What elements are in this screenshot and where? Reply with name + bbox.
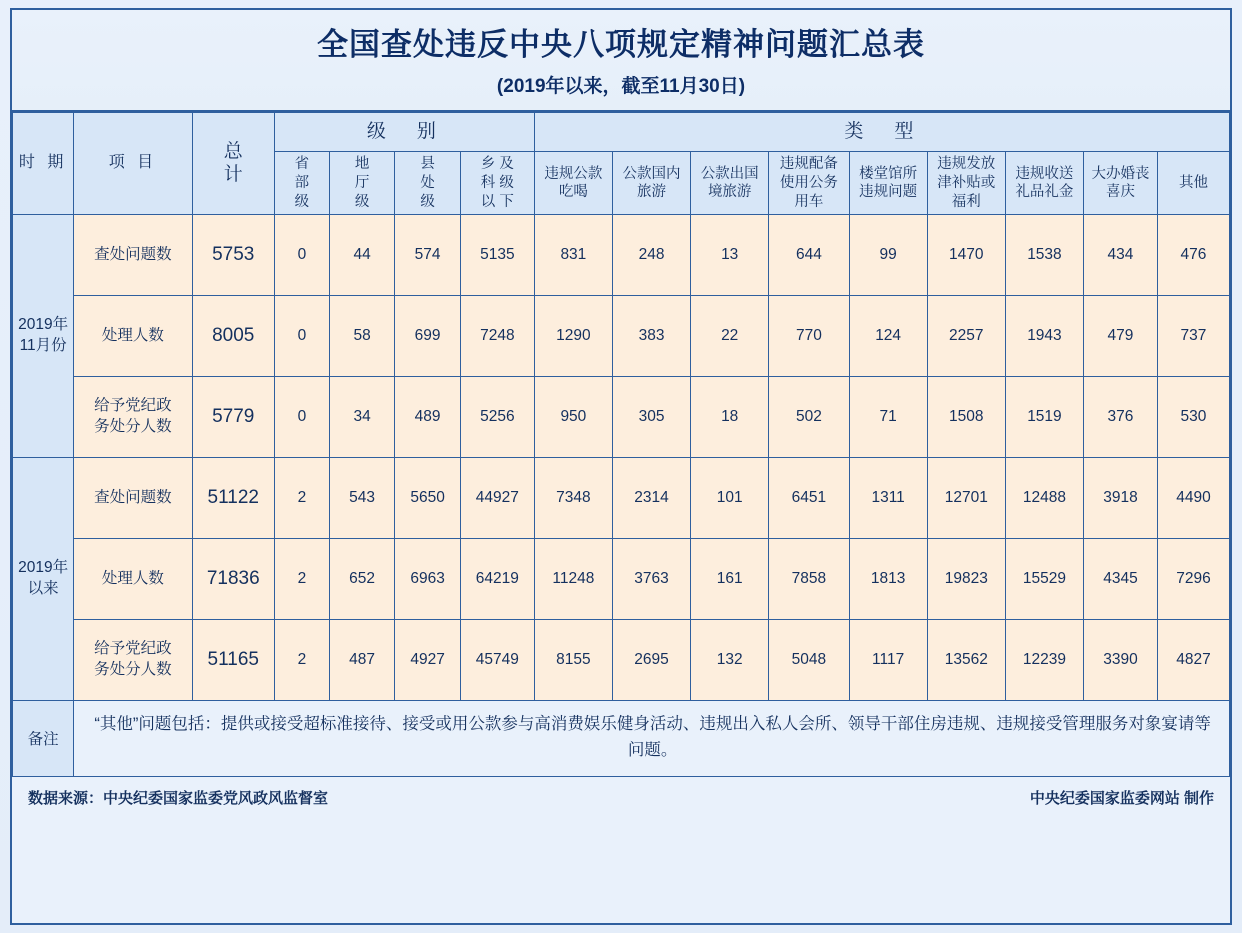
cell-value: 45749 <box>460 620 534 701</box>
cell-value: 101 <box>691 458 769 539</box>
cell-value: 1943 <box>1005 296 1083 377</box>
cell-value: 2 <box>274 458 329 539</box>
cell-value: 487 <box>329 620 394 701</box>
cell-value: 12701 <box>927 458 1005 539</box>
total-value: 51122 <box>192 458 274 539</box>
cell-value: 7348 <box>534 458 612 539</box>
cell-value: 530 <box>1157 377 1229 458</box>
cell-value: 479 <box>1084 296 1158 377</box>
cell-value: 831 <box>534 215 612 296</box>
cell-value: 7296 <box>1157 539 1229 620</box>
cell-value: 22 <box>691 296 769 377</box>
header-col-gifts: 违规收送 礼品礼金 <box>1005 152 1083 215</box>
table-row <box>13 620 1230 701</box>
cell-value: 4927 <box>395 620 460 701</box>
cell-value: 4827 <box>1157 620 1229 701</box>
page-title: 全国查处违反中央八项规定精神问题汇总表 <box>317 27 925 62</box>
cell-value: 1470 <box>927 215 1005 296</box>
cell-value: 737 <box>1157 296 1229 377</box>
cell-value: 12488 <box>1005 458 1083 539</box>
cell-value: 383 <box>612 296 690 377</box>
footer <box>12 777 1230 812</box>
footer-source: 数据来源：中央纪委国家监委党风政风监督室 <box>28 789 329 807</box>
total-value: 51165 <box>192 620 274 701</box>
table-row <box>13 458 1230 539</box>
cell-value: 502 <box>769 377 849 458</box>
cell-value: 248 <box>612 215 690 296</box>
header-col-banquet: 违规公款 吃喝 <box>534 152 612 215</box>
cell-value: 699 <box>395 296 460 377</box>
total-value: 5779 <box>192 377 274 458</box>
period-cell-1: 2019年 11月份 <box>13 215 74 458</box>
header-col-weddings: 大办婚丧 喜庆 <box>1084 152 1158 215</box>
item-label: 给予党纪政 务处分人数 <box>74 377 192 458</box>
cell-value: 434 <box>1084 215 1158 296</box>
table-header-row-groups <box>13 112 1230 152</box>
cell-value: 161 <box>691 539 769 620</box>
cell-value: 0 <box>274 215 329 296</box>
note-text: “其他”问题包括：提供或接受超标准接待、接受或用公款参与高消费娱乐健身活动、违规出入私人会所、领导干部住房违规、违规接受管理服务对象宴请等问题。 <box>74 701 1230 777</box>
cell-value: 2314 <box>612 458 690 539</box>
total-value: 8005 <box>192 296 274 377</box>
header-col-domestic-travel: 公款国内 旅游 <box>612 152 690 215</box>
item-label: 查处问题数 <box>74 458 192 539</box>
summary-table <box>12 112 1230 777</box>
cell-value: 13562 <box>927 620 1005 701</box>
cell-value: 5135 <box>460 215 534 296</box>
cell-value: 8155 <box>534 620 612 701</box>
cell-value: 58 <box>329 296 394 377</box>
cell-value: 3763 <box>612 539 690 620</box>
cell-value: 132 <box>691 620 769 701</box>
header-col-province: 省 部 级 <box>274 152 329 215</box>
cell-value: 1311 <box>849 458 927 539</box>
total-value: 71836 <box>192 539 274 620</box>
cell-value: 0 <box>274 296 329 377</box>
header-col-overseas-travel: 公款出国 境旅游 <box>691 152 769 215</box>
cell-value: 6451 <box>769 458 849 539</box>
note-label: 备注 <box>13 701 74 777</box>
header-item: 项 目 <box>74 112 192 214</box>
cell-value: 71 <box>849 377 927 458</box>
total-value: 5753 <box>192 215 274 296</box>
cell-value: 3918 <box>1084 458 1158 539</box>
cell-value: 7248 <box>460 296 534 377</box>
footer-credit: 中央纪委国家监委网站 制作 <box>1029 789 1214 807</box>
cell-value: 99 <box>849 215 927 296</box>
cell-value: 44927 <box>460 458 534 539</box>
cell-value: 1290 <box>534 296 612 377</box>
header-col-official-vehicle: 违规配备 使用公务 用车 <box>769 152 849 215</box>
cell-value: 6963 <box>395 539 460 620</box>
cell-value: 1519 <box>1005 377 1083 458</box>
cell-value: 19823 <box>927 539 1005 620</box>
header-col-township: 乡 及 科 级 以 下 <box>460 152 534 215</box>
cell-value: 2695 <box>612 620 690 701</box>
table-row <box>13 539 1230 620</box>
period-cell-2: 2019年 以来 <box>13 458 74 701</box>
item-label: 查处问题数 <box>74 215 192 296</box>
cell-value: 543 <box>329 458 394 539</box>
header-col-allowances: 违规发放 津补贴或 福利 <box>927 152 1005 215</box>
cell-value: 1117 <box>849 620 927 701</box>
cell-value: 2 <box>274 539 329 620</box>
cell-value: 0 <box>274 377 329 458</box>
cell-value: 1813 <box>849 539 927 620</box>
header-col-county: 县 处 级 <box>395 152 460 215</box>
cell-value: 7858 <box>769 539 849 620</box>
item-label: 处理人数 <box>74 539 192 620</box>
page-subtitle: (2019年以来，截至11月30日) <box>496 75 746 97</box>
header-total: 总 计 <box>192 112 274 214</box>
cell-value: 644 <box>769 215 849 296</box>
cell-value: 13 <box>691 215 769 296</box>
cell-value: 5650 <box>395 458 460 539</box>
header-col-other: 其他 <box>1157 152 1229 215</box>
table-row <box>13 296 1230 377</box>
header-group-level: 级 别 <box>274 112 534 152</box>
cell-value: 3390 <box>1084 620 1158 701</box>
item-label: 处理人数 <box>74 296 192 377</box>
title-area <box>12 10 1230 112</box>
header-period: 时 期 <box>13 112 74 214</box>
cell-value: 5256 <box>460 377 534 458</box>
report-frame <box>10 8 1232 925</box>
note-row <box>13 701 1230 777</box>
cell-value: 305 <box>612 377 690 458</box>
cell-value: 18 <box>691 377 769 458</box>
cell-value: 2257 <box>927 296 1005 377</box>
cell-value: 124 <box>849 296 927 377</box>
cell-value: 489 <box>395 377 460 458</box>
cell-value: 770 <box>769 296 849 377</box>
cell-value: 2 <box>274 620 329 701</box>
cell-value: 476 <box>1157 215 1229 296</box>
cell-value: 64219 <box>460 539 534 620</box>
cell-value: 376 <box>1084 377 1158 458</box>
cell-value: 1538 <box>1005 215 1083 296</box>
cell-value: 4345 <box>1084 539 1158 620</box>
cell-value: 11248 <box>534 539 612 620</box>
cell-value: 950 <box>534 377 612 458</box>
header-col-buildings: 楼堂馆所 违规问题 <box>849 152 927 215</box>
cell-value: 4490 <box>1157 458 1229 539</box>
cell-value: 34 <box>329 377 394 458</box>
item-label: 给予党纪政 务处分人数 <box>74 620 192 701</box>
table-row <box>13 215 1230 296</box>
cell-value: 1508 <box>927 377 1005 458</box>
header-group-type: 类 型 <box>534 112 1229 152</box>
header-col-bureau: 地 厅 级 <box>329 152 394 215</box>
cell-value: 574 <box>395 215 460 296</box>
cell-value: 12239 <box>1005 620 1083 701</box>
cell-value: 15529 <box>1005 539 1083 620</box>
table-row <box>13 377 1230 458</box>
cell-value: 44 <box>329 215 394 296</box>
cell-value: 5048 <box>769 620 849 701</box>
cell-value: 652 <box>329 539 394 620</box>
